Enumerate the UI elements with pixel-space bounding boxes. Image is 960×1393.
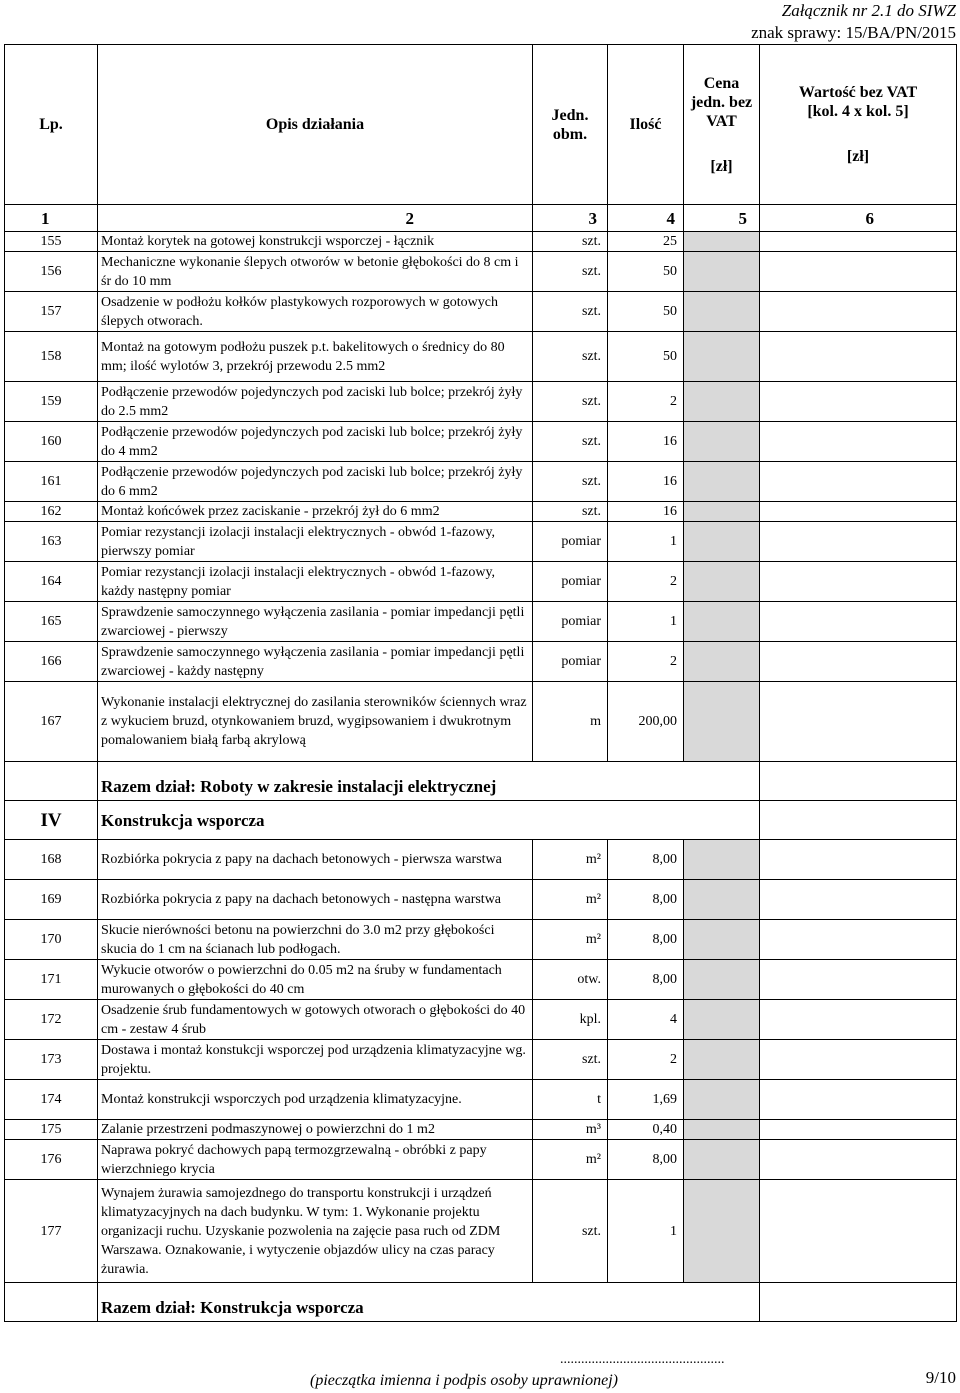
page-number: 9/10 <box>925 1368 956 1387</box>
row-value-cell <box>760 232 957 252</box>
row-unit: szt. <box>533 252 608 292</box>
row-unit: szt. <box>533 1180 608 1283</box>
row-unit-price-cell[interactable] <box>684 292 760 332</box>
table-row <box>5 382 957 422</box>
section-total-label: Razem dział: Roboty w zakresie instalacji elektrycznej <box>98 762 760 801</box>
row-quantity: 1 <box>608 602 684 642</box>
row-unit-price-cell[interactable] <box>684 232 760 252</box>
row-unit: szt. <box>533 462 608 502</box>
row-quantity: 50 <box>608 332 684 382</box>
signature-caption: (pieczątka imienna i podpis osoby uprawnionej) <box>310 1372 618 1389</box>
row-quantity: 16 <box>608 422 684 462</box>
row-unit: szt. <box>533 332 608 382</box>
row-unit: pomiar <box>533 642 608 682</box>
row-lp: 160 <box>5 422 98 462</box>
row-unit-price-cell[interactable] <box>684 1040 760 1080</box>
table-row <box>5 252 957 292</box>
row-lp: 167 <box>5 682 98 762</box>
row-description: Wykonanie instalacji elektrycznej do zasilania sterowników ściennych wraz z wykuciem bruzd, otynkowaniem bruzd, wygipsowaniem i dwukrotnym pomalowaniem białą farbą akrylową <box>98 682 533 762</box>
row-unit-price-cell[interactable] <box>684 642 760 682</box>
row-unit: szt. <box>533 422 608 462</box>
row-unit-price-cell[interactable] <box>684 880 760 920</box>
row-description: Pomiar rezystancji izolacji instalacji elektrycznych - obwód 1-fazowy, pierwszy pomiar <box>98 522 533 562</box>
row-value-cell <box>760 1040 957 1080</box>
row-unit-price-cell[interactable] <box>684 502 760 522</box>
row-quantity: 0,40 <box>608 1120 684 1140</box>
row-quantity: 2 <box>608 562 684 602</box>
row-description: Naprawa pokryć dachowych papą termozgrzewalną - obróbki z papy wierzchniego krycia <box>98 1140 533 1180</box>
table-row <box>5 920 957 960</box>
col-desc-header: Opis działania <box>98 45 533 205</box>
row-unit: m <box>533 682 608 762</box>
row-quantity: 8,00 <box>608 920 684 960</box>
table-row <box>5 422 957 462</box>
row-quantity: 16 <box>608 462 684 502</box>
row-value-cell <box>760 562 957 602</box>
col-qty-header: Ilość <box>608 45 684 205</box>
row-lp: 169 <box>5 880 98 920</box>
row-lp: 164 <box>5 562 98 602</box>
row-description: Mechaniczne wykonanie ślepych otworów w betonie głębokości do 8 cm i śr do 10 mm <box>98 252 533 292</box>
row-lp: 162 <box>5 502 98 522</box>
row-quantity: 8,00 <box>608 840 684 880</box>
row-quantity: 8,00 <box>608 880 684 920</box>
row-unit-price-cell[interactable] <box>684 562 760 602</box>
table-row <box>5 1080 957 1120</box>
row-value-cell <box>760 960 957 1000</box>
row-unit: m² <box>533 920 608 960</box>
row-unit: szt. <box>533 502 608 522</box>
row-quantity: 1,69 <box>608 1080 684 1120</box>
sum-lp <box>5 762 98 801</box>
row-lp: 155 <box>5 232 98 252</box>
row-description: Rozbiórka pokrycia z papy na dachach betonowych - następna warstwa <box>98 880 533 920</box>
row-unit-price-cell[interactable] <box>684 602 760 642</box>
row-unit-price-cell[interactable] <box>684 682 760 762</box>
row-value-cell <box>760 1120 957 1140</box>
table-row <box>5 642 957 682</box>
table-row <box>5 332 957 382</box>
row-unit-price-cell[interactable] <box>684 522 760 562</box>
row-value-cell <box>760 332 957 382</box>
row-description: Montaż na gotowym podłożu puszek p.t. bakelitowych o średnicy do 80 mm; ilość wylotów 3, przekrój przewodu 2.5 mm2 <box>98 332 533 382</box>
row-lp: 156 <box>5 252 98 292</box>
row-description: Skucie nierówności betonu na powierzchni do 3.0 m2 przy głębokości skucia do 1 cm na ścianach lub podłogach. <box>98 920 533 960</box>
row-lp: 172 <box>5 1000 98 1040</box>
row-unit: otw. <box>533 960 608 1000</box>
row-lp: 161 <box>5 462 98 502</box>
row-value-cell <box>760 292 957 332</box>
row-description: Zalanie przestrzeni podmaszynowej o powierzchni do 1 m2 <box>98 1120 533 1140</box>
table-row <box>5 522 957 562</box>
table-row <box>5 1140 957 1180</box>
table-row <box>5 292 957 332</box>
row-lp: 158 <box>5 332 98 382</box>
row-value-cell <box>760 840 957 880</box>
signature-line: ............................................... <box>560 1352 725 1367</box>
section-total-label: Razem dział: Konstrukcja wsporcza <box>98 1283 760 1322</box>
row-unit-price-cell[interactable] <box>684 920 760 960</box>
row-value-cell <box>760 1140 957 1180</box>
section-empty <box>760 801 957 840</box>
section-title: Konstrukcja wsporcza <box>98 801 760 840</box>
row-value-cell <box>760 602 957 642</box>
row-quantity: 50 <box>608 292 684 332</box>
row-lp: 174 <box>5 1080 98 1120</box>
row-description: Montaż końcówek przez zaciskanie - przekrój żył do 6 mm2 <box>98 502 533 522</box>
section-total-value <box>760 762 957 801</box>
col-number: 4 <box>608 205 684 232</box>
document-header <box>751 0 956 44</box>
row-lp: 157 <box>5 292 98 332</box>
col-number: 3 <box>533 205 608 232</box>
row-unit: szt. <box>533 382 608 422</box>
row-unit-price-cell[interactable] <box>684 1080 760 1120</box>
row-description: Osadzenie w podłożu kołków plastykowych rozporowych w gotowych ślepych otworach. <box>98 292 533 332</box>
row-description: Wykucie otworów o powierzchni do 0.05 m2 na śruby w fundamentach murowanych o głębokości do 40 cm <box>98 960 533 1000</box>
table-row <box>5 502 957 522</box>
row-unit: pomiar <box>533 602 608 642</box>
row-description: Podłączenie przewodów pojedynczych pod zaciski lub bolce; przekrój żyły do 2.5 mm2 <box>98 382 533 422</box>
case-number: znak sprawy: 15/BA/PN/2015 <box>751 23 956 42</box>
col-number: 1 <box>5 205 98 232</box>
row-unit: m³ <box>533 1120 608 1140</box>
section-number: IV <box>5 801 98 840</box>
row-quantity: 200,00 <box>608 682 684 762</box>
col-lp-header: Lp. <box>5 45 98 205</box>
row-lp: 176 <box>5 1140 98 1180</box>
row-description: Rozbiórka pokrycia z papy na dachach betonowych - pierwsza warstwa <box>98 840 533 880</box>
row-value-cell <box>760 682 957 762</box>
row-description: Montaż konstrukcji wsporczych pod urządzenia klimatyzacyjne. <box>98 1080 533 1120</box>
row-unit-price-cell[interactable] <box>684 382 760 422</box>
row-unit: m² <box>533 880 608 920</box>
table-row <box>5 462 957 502</box>
table-row <box>5 880 957 920</box>
row-unit: pomiar <box>533 522 608 562</box>
row-value-cell <box>760 252 957 292</box>
col-number: 5 <box>684 205 760 232</box>
row-unit: m² <box>533 840 608 880</box>
row-quantity: 16 <box>608 502 684 522</box>
row-description: Podłączenie przewodów pojedynczych pod zaciski lub bolce; przekrój żyły do 6 mm2 <box>98 462 533 502</box>
col-unit-header: Jedn. obm. <box>533 45 608 205</box>
row-description: Sprawdzenie samoczynnego wyłączenia zasilania - pomiar impedancji pętli zwarciowej - każdy następny <box>98 642 533 682</box>
row-quantity: 8,00 <box>608 960 684 1000</box>
row-value-cell <box>760 1080 957 1120</box>
row-description: Sprawdzenie samoczynnego wyłączenia zasilania - pomiar impedancji pętli zwarciowej - pierwszy <box>98 602 533 642</box>
row-lp: 170 <box>5 920 98 960</box>
section-total-row <box>5 1283 957 1322</box>
table-row <box>5 232 957 252</box>
row-value-cell <box>760 642 957 682</box>
row-description: Osadzenie śrub fundamentowych w gotowych otworach o głębokości do 40 cm - zestaw 4 śrub <box>98 1000 533 1040</box>
col-number: 2 <box>98 205 533 232</box>
col-number: 6 <box>760 205 957 232</box>
table-row <box>5 1120 957 1140</box>
col-value-header: Wartość bez VAT [kol. 4 x kol. 5] [zł] <box>760 45 957 205</box>
row-lp: 168 <box>5 840 98 880</box>
row-value-cell <box>760 382 957 422</box>
row-value-cell <box>760 920 957 960</box>
row-unit-price-cell[interactable] <box>684 840 760 880</box>
row-value-cell <box>760 880 957 920</box>
row-value-cell <box>760 522 957 562</box>
section-total-row <box>5 762 957 801</box>
row-unit-price-cell[interactable] <box>684 332 760 382</box>
section-header-row <box>5 801 957 840</box>
row-unit-price-cell[interactable] <box>684 960 760 1000</box>
column-number-row <box>5 205 957 232</box>
row-lp: 171 <box>5 960 98 1000</box>
row-unit: szt. <box>533 232 608 252</box>
row-quantity: 2 <box>608 382 684 422</box>
row-value-cell <box>760 462 957 502</box>
row-description: Wynajem żurawia samojezdnego do transportu konstrukcji i urządzeń klimatyzacyjnych na dach budynku. W tym: 1. Wykonanie projektu organizacji ruchu. Uzyskanie pozwolenia na zajęcie pasa ruch od ZDM Warszawa. Oznakowanie, i wytyczenie objazdów ulicy na czas paracy żurawia. <box>98 1180 533 1283</box>
cost-table <box>4 44 957 1322</box>
table-row <box>5 682 957 762</box>
row-description: Montaż korytek na gotowej konstrukcji wsporczej - łącznik <box>98 232 533 252</box>
row-unit-price-cell[interactable] <box>684 1120 760 1140</box>
table-row <box>5 840 957 880</box>
row-value-cell <box>760 502 957 522</box>
row-value-cell <box>760 422 957 462</box>
table-row <box>5 602 957 642</box>
row-unit-price-cell[interactable] <box>684 1180 760 1283</box>
row-description: Dostawa i montaż konstukcji wsporczej pod urządzenia klimatyzacyjne wg. projektu. <box>98 1040 533 1080</box>
row-unit: szt. <box>533 292 608 332</box>
sum-lp <box>5 1283 98 1322</box>
row-quantity: 2 <box>608 1040 684 1080</box>
table-row <box>5 1180 957 1283</box>
row-quantity: 1 <box>608 522 684 562</box>
row-quantity: 1 <box>608 1180 684 1283</box>
table-row <box>5 1000 957 1040</box>
row-lp: 166 <box>5 642 98 682</box>
section-total-value <box>760 1283 957 1322</box>
row-unit-price-cell[interactable] <box>684 462 760 502</box>
row-value-cell <box>760 1000 957 1040</box>
row-quantity: 4 <box>608 1000 684 1040</box>
row-value-cell <box>760 1180 957 1283</box>
row-unit-price-cell[interactable] <box>684 1140 760 1180</box>
row-unit: m² <box>533 1140 608 1180</box>
row-quantity: 8,00 <box>608 1140 684 1180</box>
row-description: Pomiar rezystancji izolacji instalacji elektrycznych - obwód 1-fazowy, każdy następny pomiar <box>98 562 533 602</box>
attachment-label: Załącznik nr 2.1 do SIWZ <box>781 1 956 20</box>
row-unit: szt. <box>533 1040 608 1080</box>
row-description: Podłączenie przewodów pojedynczych pod zaciski lub bolce; przekrój żyły do 4 mm2 <box>98 422 533 462</box>
table-row <box>5 1040 957 1080</box>
header-row <box>5 45 957 205</box>
row-lp: 177 <box>5 1180 98 1283</box>
row-unit-price-cell[interactable] <box>684 1000 760 1040</box>
row-quantity: 2 <box>608 642 684 682</box>
row-unit-price-cell[interactable] <box>684 422 760 462</box>
row-unit: pomiar <box>533 562 608 602</box>
row-unit: t <box>533 1080 608 1120</box>
row-quantity: 25 <box>608 232 684 252</box>
row-lp: 173 <box>5 1040 98 1080</box>
col-price-header: Cena jedn. bez VAT [zł] <box>684 45 760 205</box>
row-unit-price-cell[interactable] <box>684 252 760 292</box>
row-lp: 175 <box>5 1120 98 1140</box>
row-lp: 165 <box>5 602 98 642</box>
row-unit: kpl. <box>533 1000 608 1040</box>
table-row <box>5 960 957 1000</box>
row-lp: 163 <box>5 522 98 562</box>
table-row <box>5 562 957 602</box>
row-quantity: 50 <box>608 252 684 292</box>
row-lp: 159 <box>5 382 98 422</box>
